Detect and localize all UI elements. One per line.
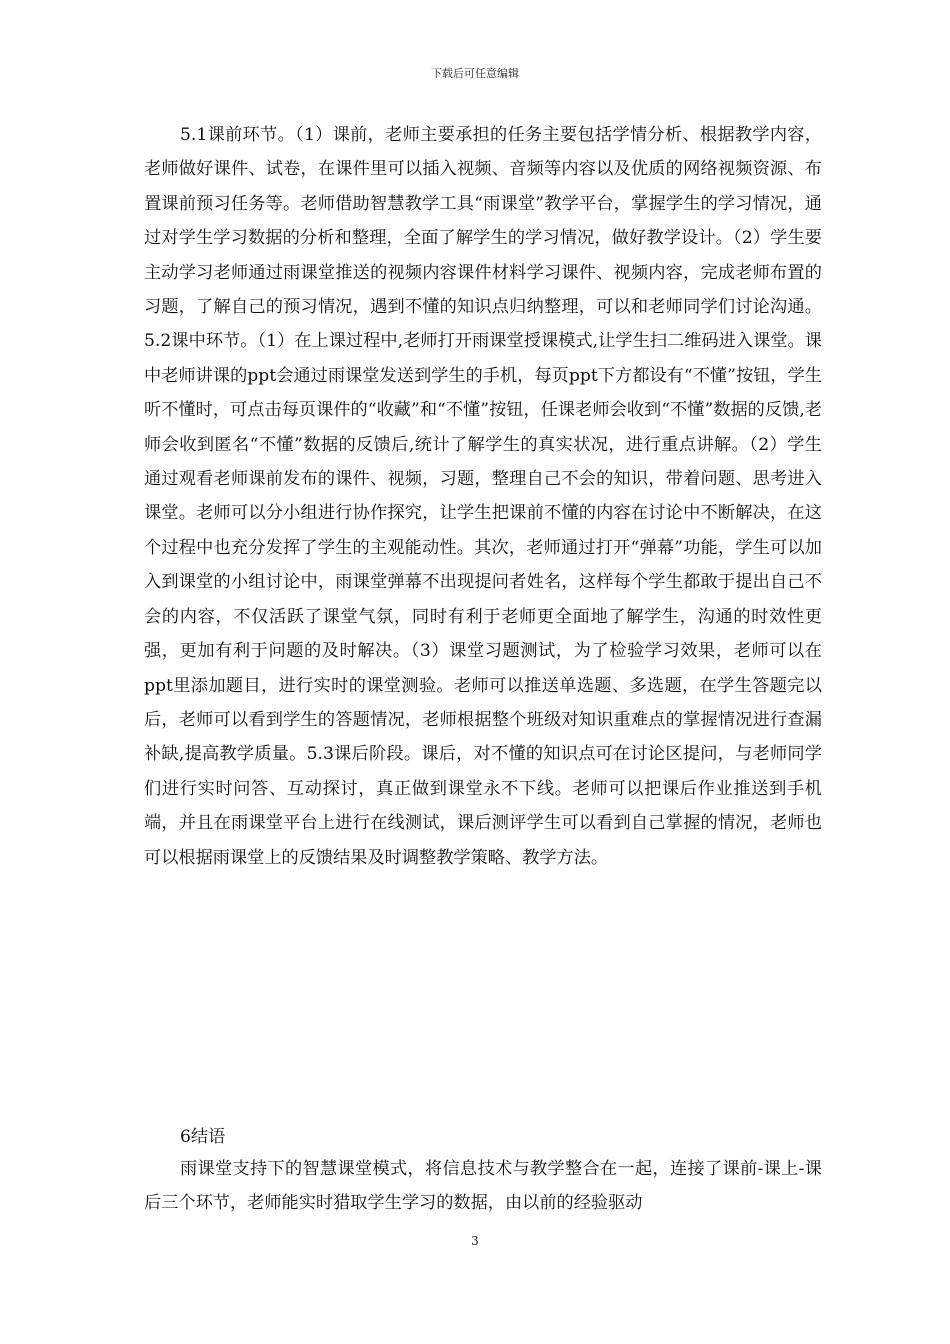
section-heading: 6结语 — [180, 1127, 226, 1147]
body-paragraph: 5.1课前环节。（1）课前，老师主要承担的任务主要包括学情分析、根据教学内容，老师做好课件、试卷，在课件里可以插入视频、音频等内容以及优质的网络视频资源、布置课前预习任务等。老师借助智慧教学工具“雨课堂”教学平台，掌握学生的学习情况，通过对学生学习数据的分析和整理，全面了解学生的学习情况，做好教学设计。（2）学生要主动学习老师通过雨课堂推送的视频内容课件材料学习课件、视频内容，完成老师布置的习题，了解自己的预习情况，遇到不懂的知识点归纳整理，可以和老师同学们讨论沟通。5.2课中环节。（1）在上课过程中,老师打开雨课堂授课模式,让学生扫二维码进入课堂。课中老师讲课的ppt会通过雨课堂发送到学生的手机，每页ppt下方都设有“不懂”按钮，学生听不懂时，可点击每页课件的“收藏”和“不懂”按钮，任课老师会收到“不懂”数据的反馈,老师会收到匿名“不懂”数据的反馈后,统计了解学生的真实状况，进行重点讲解。（2）学生通过观看老师课前发布的课件、视频，习题，整理自己不会的知识，带着问题、思考进入课堂。老师可以分小组进行协作探究，让学生把课前不懂的内容在讨论中不断解决，在这个过程中也充分发挥了学生的主观能动性。其次，老师通过打开“弹幕”功能，学生可以加入到课堂的小组讨论中，雨课堂弹幕不出现提问者姓名，这样每个学生都敢于提出自己不会的内容，不仅活跃了课堂气氛，同时有利于老师更全面地了解学生，沟通的时效性更强，更加有利于问题的及时解决。（3）课堂习题测试，为了检验学习效果，老师可以在ppt里添加题目，进行实时的课堂测验。老师可以推送单选题、多选题，在学生答题完以后，老师可以看到学生的答题情况，老师根据整个班级对知识重难点的掌握情况进行查漏补缺,提高教学质量。5.3课后阶段。课后，对不懂的知识点可在讨论区提问，与老师同学们进行实时问答、互动探讨，真正做到课堂永不下线。老师可以把课后作业推送到手机端，并且在雨课堂平台上进行在线测试，课后测评学生可以看到自己掌握的情况，老师也可以根据雨课堂上的反馈结果及时调整教学策略、教学方法。 — [144, 125, 822, 868]
body-paragraph-conclusion: 雨课堂支持下的智慧课堂模式，将信息技术与教学整合在一起，连接了课前-课上-课后三个环节，老师能实时猎取学生学习的数据，由以前的经验驱动 — [144, 1159, 822, 1214]
page-number: 3 — [471, 1234, 479, 1248]
page-header: 下载后可任意编辑 — [431, 67, 519, 80]
